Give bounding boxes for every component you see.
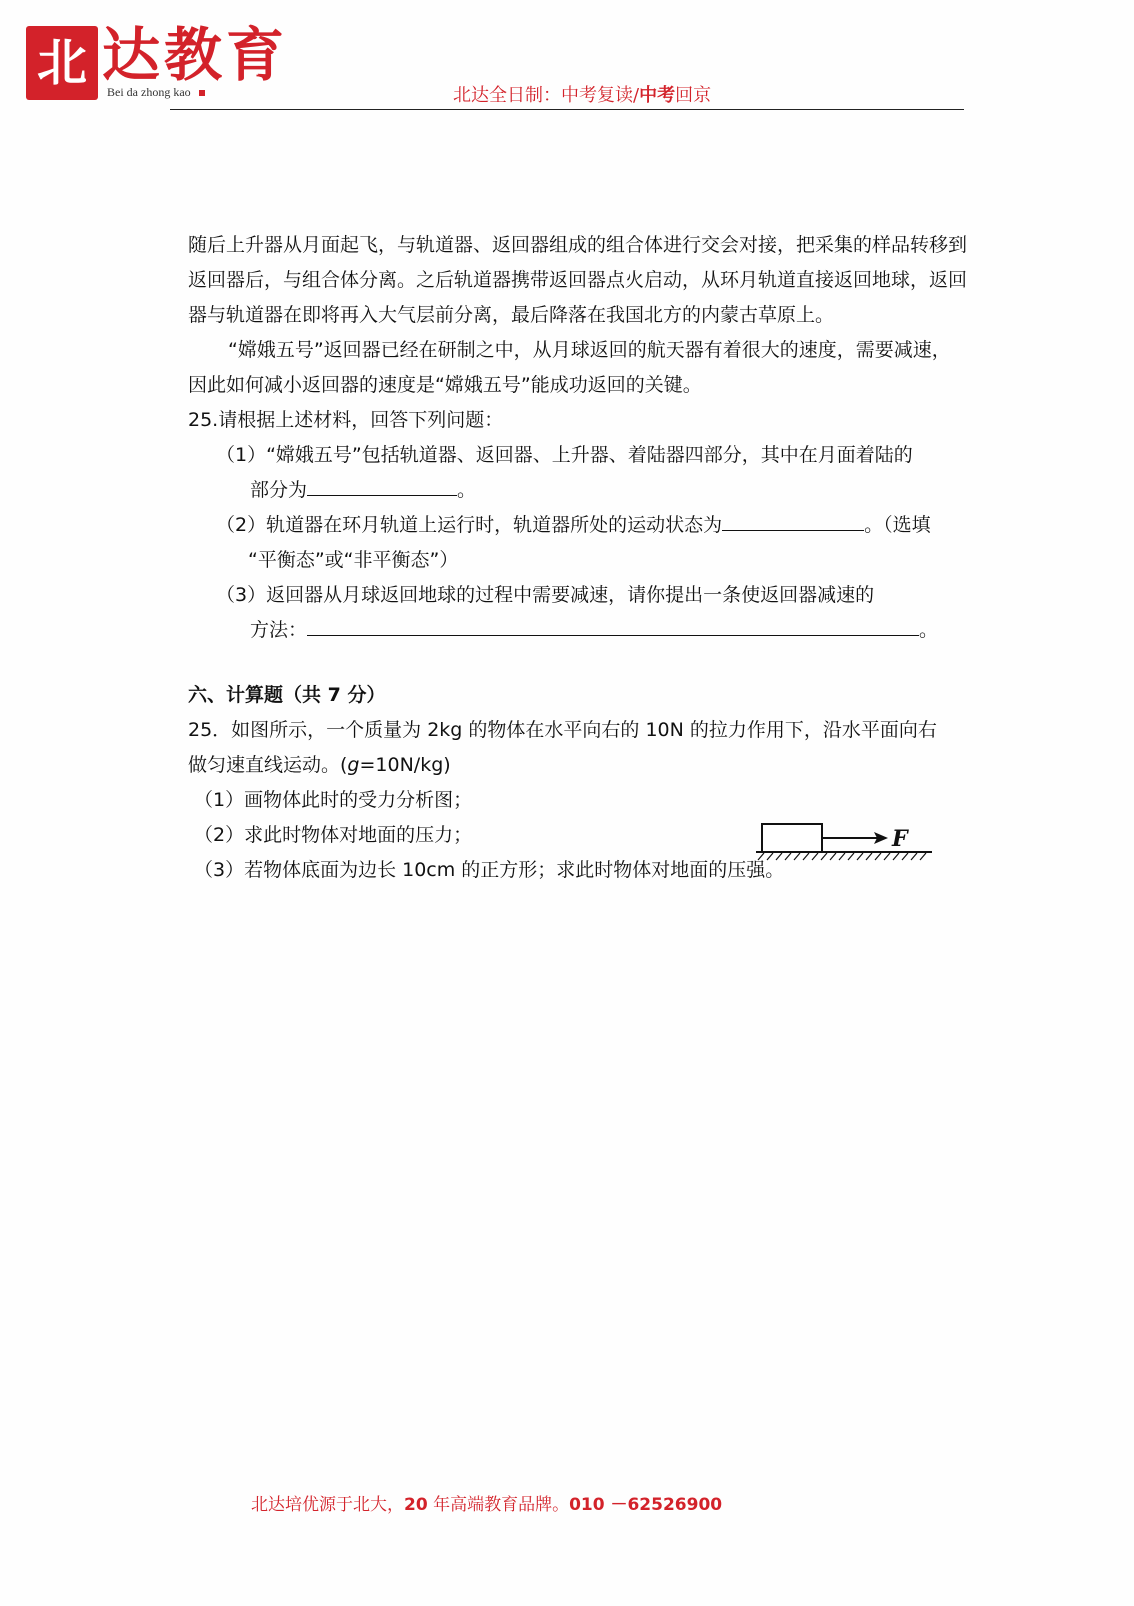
question-25-item-2-cont: “平衡态”或“非平衡态”） [248,549,459,571]
answer-blank-1[interactable] [307,473,457,496]
calc-problem-line-1: 25．如图所示，一个质量为 2kg 的物体在水平向右的 10N 的拉力作用下，沿水平面向右 [188,719,937,741]
calc-item-1: （1）画物体此时的受力分析图； [194,789,473,811]
item3-end: 。 [919,619,939,641]
header-slogan [453,84,711,108]
footer-years: 20 [404,1495,428,1515]
question-25-item-1: （1）“嫦娥五号”包括轨道器、返回器、上升器、着陆器四部分，其中在月面着陆的 [216,444,913,466]
footer-part1: 北达培优源于北大， [251,1495,404,1515]
section-6-title: 六、计算题（共 7 分） [188,684,386,706]
material-paragraph-1: 随后上升器从月面起飞，与轨道器、返回器组成的组合体进行交会对接，把采集的样品转移到返回器后，与组合体分离。之后轨道器携带返回器点火启动，从环月轨道直接返回地球，返回器与轨道器在即将再入大气层前分离，最后降落在我国北方的内蒙古草原上。 [188,234,968,326]
question-25-item-3: （3）返回器从月球返回地球的过程中需要减速，请你提出一条使返回器减速的 [216,584,875,606]
calc-problem-line-2 [188,748,968,783]
ground-hatching [758,853,926,860]
footer-slogan [251,1493,722,1517]
problem-b-pre: 做匀速直线运动。( [188,754,348,776]
item2-end: 。（选填 [864,514,931,536]
item3-text: 方法： [250,619,308,641]
force-label: F [892,826,908,852]
slogan-part2: 回京 [675,85,712,106]
calc-item-2: （2）求此时物体对地面的压力； [194,824,473,846]
answer-blank-2[interactable] [722,508,864,531]
logo-subtitle-text: Bei da zhong kao [107,85,191,99]
block-shape [762,824,822,852]
force-diagram [756,822,956,872]
slogan-part1: 北达全日制：中考复读/ [453,85,640,106]
question-25-item-1-cont [188,473,968,508]
logo-dot-icon [199,90,205,96]
question-25-item-2 [188,508,968,543]
header-divider [170,109,964,110]
logo-mark: 北 [26,26,98,100]
problem-b-post: =10N/kg) [359,754,451,776]
item2-text: （2）轨道器在环月轨道上运行时，轨道器所处的运动状态为 [216,514,723,536]
gravity-symbol: g [347,754,360,776]
logo-subtitle [107,84,205,100]
slogan-bold: 中考 [639,85,676,106]
question-25-item-3-cont [188,613,968,648]
logo-text: 达教育 [102,21,289,89]
item1-end: 。 [457,479,477,501]
material-paragraph-2: “嫦娥五号”返回器已经在研制之中，从月球返回的航天器有着很大的速度，需要减速，因此如何减小返回器的速度是“嫦娥五号”能成功返回的关键。 [188,339,951,396]
footer-phone: 010 －62526900 [569,1495,723,1515]
calc-item-3: （3）若物体底面为边长 10cm 的正方形；求此时物体对地面的压强。 [194,859,785,881]
document-body [188,228,968,888]
footer-part2: 年高端教育品牌。 [427,1495,570,1515]
item1-text: 部分为 [250,479,308,501]
question-25-intro: 25.请根据上述材料，回答下列问题： [188,409,504,431]
answer-blank-3[interactable] [307,613,919,636]
